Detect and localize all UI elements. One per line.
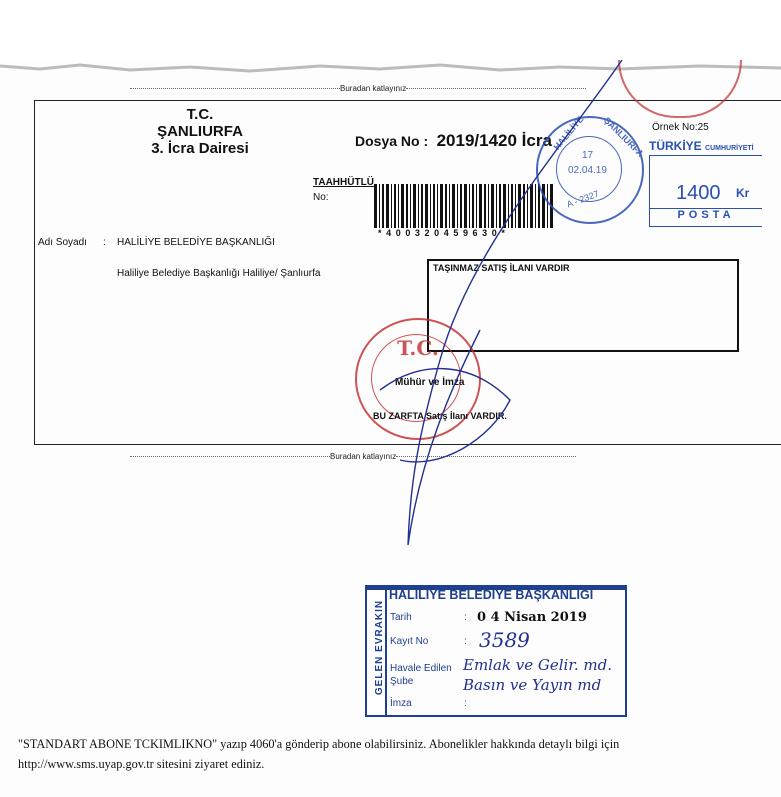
recipient-colon: : (103, 237, 106, 248)
postmark-time: 17 (582, 150, 594, 161)
sender-line2: ŞANLIURFA (157, 123, 243, 140)
footer-line2: http://www.sms.uyap.gov.tr sitesini ziyaret ediniz. (18, 757, 265, 771)
postage-meter (649, 155, 762, 227)
seal-letters: T.C. (397, 336, 439, 360)
ornek-no: Örnek No:25 (652, 122, 709, 133)
taahhutlu-label: TAAHHÜTLÜ (313, 177, 374, 188)
footer-line1: "STANDART ABONE TCKIMLIKNO" yazıp 4060'a gönderip abone olabilirsiniz. Abonelikler hakkında detaylı bilgi için (18, 737, 620, 751)
fold-label-bottom: Buradan katlayınız (330, 452, 397, 461)
postmark-right: ŞANLIURFA (602, 115, 646, 159)
postage-currency: Kr (736, 186, 750, 200)
taahhutlu-no-label: No: (313, 192, 329, 203)
postage-amount: 1400 (676, 182, 721, 204)
evrak-tarih-value: 0 4 Nisan 2019 (477, 610, 587, 625)
evrak-side (367, 590, 387, 715)
postage-brand-sub: CUMHURİYETİ (705, 145, 754, 152)
evrak-row-tarih: Tarih : (390, 612, 467, 623)
evrak-row-kayit: Kayıt No : (390, 636, 467, 647)
seal-note: BU ZARFTA Satış İlanı VARDIR. (373, 411, 507, 421)
signature-scribble (360, 60, 630, 550)
sender-line1: T.C. (186, 106, 214, 123)
fold-label: Buradan katlayınız (340, 84, 407, 93)
evrak-row-imza: İmza : (390, 698, 467, 709)
postmark-date: 02.04.19 (568, 165, 607, 176)
recipient-label: Adı Soyadı (38, 237, 87, 248)
dosya-value: 2019/1420 İcra (436, 131, 552, 150)
evrak-sube-value: Basın ve Yayın md (463, 676, 602, 694)
evrak-stamp (365, 585, 627, 717)
seal-label: Mühür ve İmza (395, 377, 465, 388)
notice-box-title: TAŞINMAZ SATIŞ İLANI VARDIR (433, 263, 570, 273)
evrak-side-label: GELEN EVRAKIN (374, 599, 386, 696)
postmark-top: HALİLİYE (551, 114, 586, 152)
postage-brand-main: TÜRKİYE (649, 139, 702, 153)
postage-label: POSTA (650, 208, 762, 221)
sender-line3: 3. İcra Dairesi (151, 140, 249, 157)
evrak-row-sube: Şube (390, 676, 414, 687)
postmark-code: A - 2327 (565, 188, 601, 210)
sender-block (140, 106, 260, 157)
postage-brand (649, 139, 754, 153)
dosya-label: Dosya No : (355, 133, 429, 149)
evrak-havale-value: Emlak ve Gelir. md. (463, 656, 612, 674)
barcode-number: *400320459630* (378, 228, 510, 238)
evrak-row-havale: Havale Edilen (390, 663, 452, 674)
recipient-address: Haliliye Belediye Başkanlığı Haliliye/ Şanlıurfa (117, 268, 321, 279)
recipient-name: HALİLİYE BELEDİYE BAŞKANLIĞI (117, 237, 275, 248)
evrak-kayit-value: 3589 (479, 628, 530, 652)
evrak-header: HALİLİYE BELEDİYE BAŞKANLIĞI (389, 588, 594, 602)
